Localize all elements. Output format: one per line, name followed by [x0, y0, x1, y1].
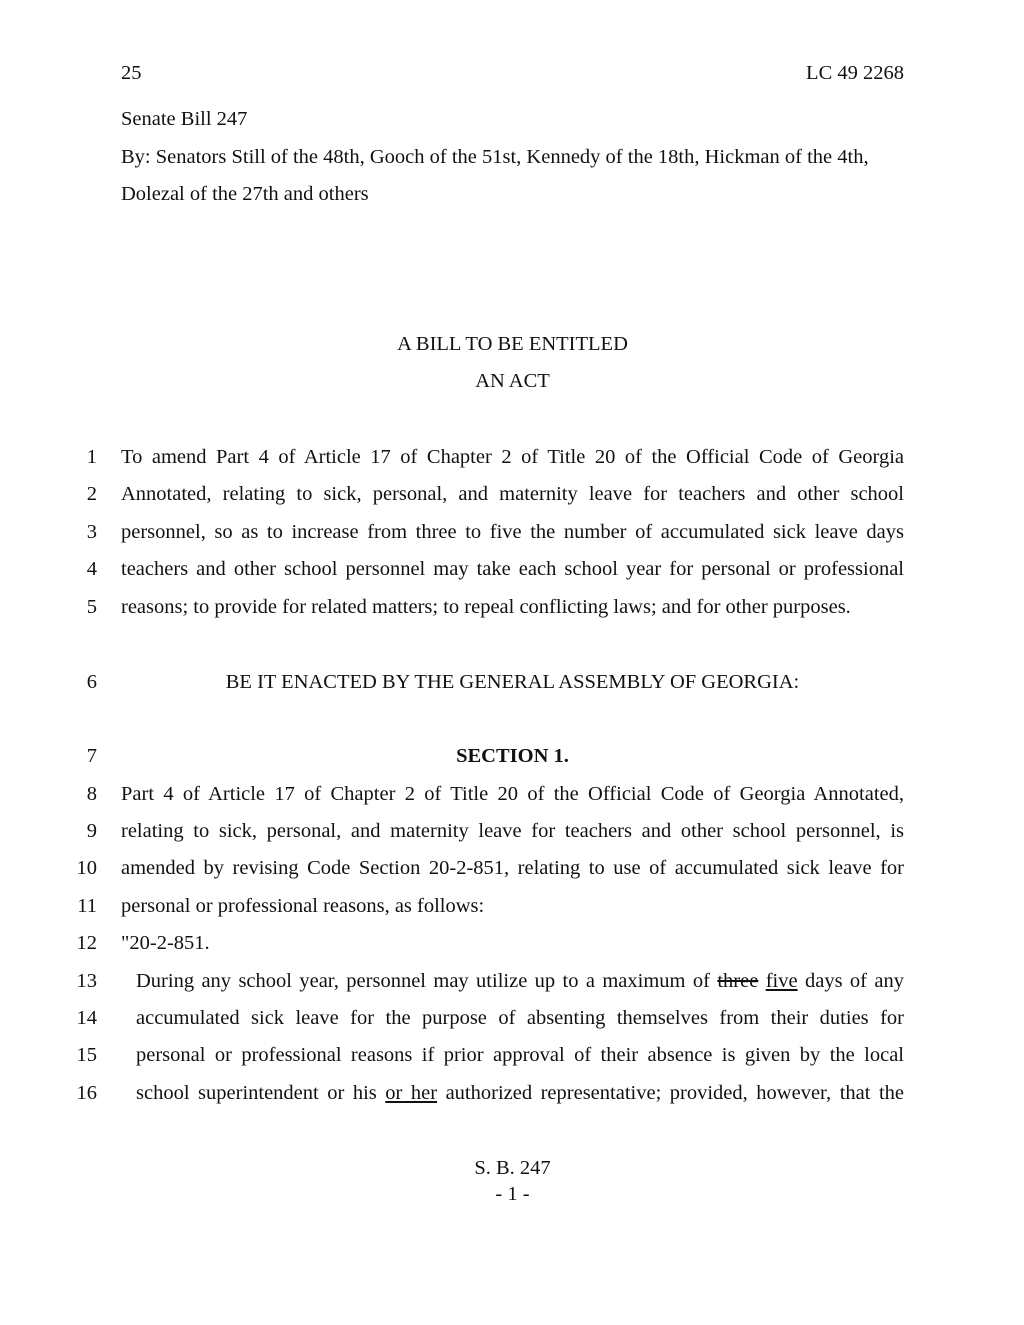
footer-page-number: - 1 - [495, 1183, 530, 1205]
line-number: 13 [76, 970, 97, 992]
line-number: 9 [86, 820, 97, 842]
line-number: 14 [76, 1007, 97, 1029]
inserted-text: or her [385, 1082, 438, 1104]
line-text [136, 1082, 904, 1105]
line-number: 5 [86, 596, 97, 618]
enacting-text: BE IT ENACTED BY THE GENERAL ASSEMBLY OF GEORGIA: [225, 671, 800, 693]
footer-bill-ref: S. B. 247 [474, 1157, 551, 1179]
line-number: 10 [76, 857, 97, 879]
sponsors-line-1: By: Senators Still of the 48th, Gooch of the 51st, Kennedy of the 18th, Hickman of the 4th, [121, 146, 869, 168]
line-number: 2 [86, 483, 97, 505]
line-text: teachers and other school personnel may take each school year for personal or professional [121, 558, 904, 580]
code-section-number: "20-2-851. [121, 932, 210, 954]
line-text: Annotated, relating to sick, personal, and maternity leave for teachers and other school [121, 483, 904, 505]
caption-entitled: A BILL TO BE ENTITLED [397, 333, 628, 355]
line-number: 11 [77, 895, 97, 917]
line-text: accumulated sick leave for the purpose of absenting themselves from their duties for [136, 1007, 904, 1029]
line-number: 7 [86, 745, 97, 767]
text-segment: days of any [797, 970, 904, 992]
line-text: personal or professional reasons if prior approval of their absence is given by the local [136, 1044, 904, 1066]
line-number: 4 [86, 558, 97, 580]
caption-an-act: AN ACT [475, 370, 550, 392]
inserted-text: five [765, 970, 798, 992]
line-text: amended by revising Code Section 20-2-851, relating to use of accumulated sick leave for [121, 857, 904, 879]
text-segment: school superintendent or his [136, 1082, 386, 1104]
text-segment: authorized representative; provided, however, that the [437, 1082, 904, 1104]
line-number: 12 [76, 932, 97, 954]
bill-title: Senate Bill 247 [121, 108, 248, 130]
line-number: 3 [86, 521, 97, 543]
struck-text: three [717, 970, 759, 992]
lc-number: LC 49 2268 [806, 62, 904, 84]
line-text: To amend Part 4 of Article 17 of Chapter 2 of Title 20 of the Official Code of Georgia [121, 446, 904, 468]
line-number: 15 [76, 1044, 97, 1066]
line-text: relating to sick, personal, and maternity leave for teachers and other school personnel, is [121, 820, 904, 842]
line-number: 1 [86, 446, 97, 468]
text-segment: During any school year, personnel may utilize up to a maximum of [136, 970, 718, 992]
line-number: 6 [86, 671, 97, 693]
line-text: reasons; to provide for related matters; to repeal conflicting laws; and for other purposes. [121, 596, 851, 618]
sponsors-line-2: Dolezal of the 27th and others [121, 183, 369, 205]
page-code: 25 [121, 62, 142, 84]
section-title: SECTION 1. [456, 745, 569, 767]
line-number: 8 [86, 783, 97, 805]
line-text: personnel, so as to increase from three to five the number of accumulated sick leave days [121, 521, 904, 543]
line-text: personal or professional reasons, as follows: [121, 895, 485, 917]
line-number: 16 [76, 1082, 97, 1104]
line-text [136, 970, 904, 993]
line-text: Part 4 of Article 17 of Chapter 2 of Title 20 of the Official Code of Georgia Annotated, [121, 783, 904, 805]
